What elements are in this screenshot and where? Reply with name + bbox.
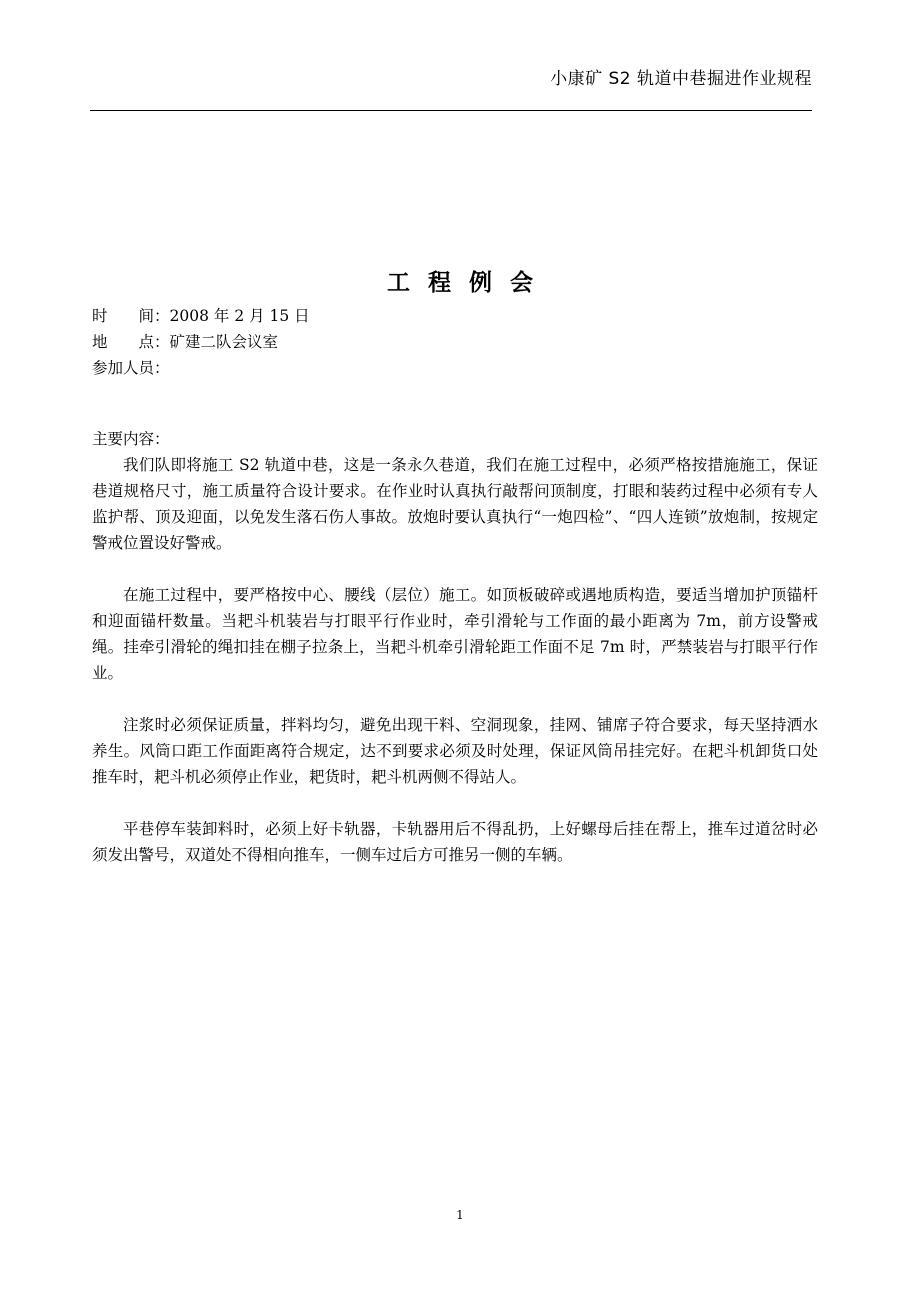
- document-title: 工程例会: [387, 270, 551, 296]
- meta-value-time: 2008 年 2 月 15 日: [169, 307, 310, 325]
- content-heading: 主要内容：: [92, 430, 170, 448]
- meta-label-time: 时 间：: [92, 307, 170, 325]
- meta-row-location: [92, 329, 832, 355]
- paragraph: 平巷停车装卸料时，必须上好卡轨器，卡轨器用后不得乱扔，上好螺母后挂在帮上，推车过道岔时必须发出警号，双道处不得相向推车，一侧车过后方可推另一侧的车辆。: [92, 820, 818, 864]
- page-header: [90, 62, 812, 111]
- paragraph: 注浆时必须保证质量，拌料均匀，避免出现干料、空洞现象，挂网、铺席子符合要求，每天坚持洒水养生。风筒口距工作面距离符合规定，达不到要求必须及时处理，保证风筒吊挂完好。在耙斗机卸货口处推车时，耙斗机必须停止作业，耙货时，耙斗机两侧不得站人。: [92, 716, 818, 786]
- paragraph: 我们队即将施工 S2 轨道中巷，这是一条永久巷道，我们在施工过程中，必须严格按措施施工，保证巷道规格尺寸，施工质量符合设计要求。在作业时认真执行敲帮问顶制度，打眼和装药过程中必须有专人监护帮、顶及迎面，以免发生落石伤人事故。放炮时要认真执行“一炮四检”、“四人连锁”放炮制，按规定警戒位置设好警戒。: [92, 456, 818, 552]
- meta-label-attendees: 参加人员：: [92, 359, 170, 377]
- meta-row-attendees: [92, 355, 832, 381]
- main-content: [92, 426, 818, 894]
- meta-row-time: [92, 303, 832, 329]
- page-number: 1: [456, 1208, 464, 1222]
- meta-value-location: 矿建二队会议室: [169, 333, 279, 351]
- header-title: 小康矿 S2 轨道中巷掘进作业规程: [550, 69, 812, 89]
- paragraph: 在施工过程中，要严格按中心、腰线（层位）施工。如顶板破碎或遇地质构造，要适当增加护顶锚杆和迎面锚杆数量。当耙斗机装岩与打眼平行作业时，牵引滑轮与工作面的最小距离为 7m，前方设警戒绳。挂牵引滑轮的绳扣挂在棚子拉条上，当耙斗机牵引滑轮距工作面不足 7m 时，严禁装岩与打眼平行作业。: [92, 586, 818, 682]
- meta-label-location: 地 点：: [92, 333, 170, 351]
- meeting-meta: [92, 303, 832, 381]
